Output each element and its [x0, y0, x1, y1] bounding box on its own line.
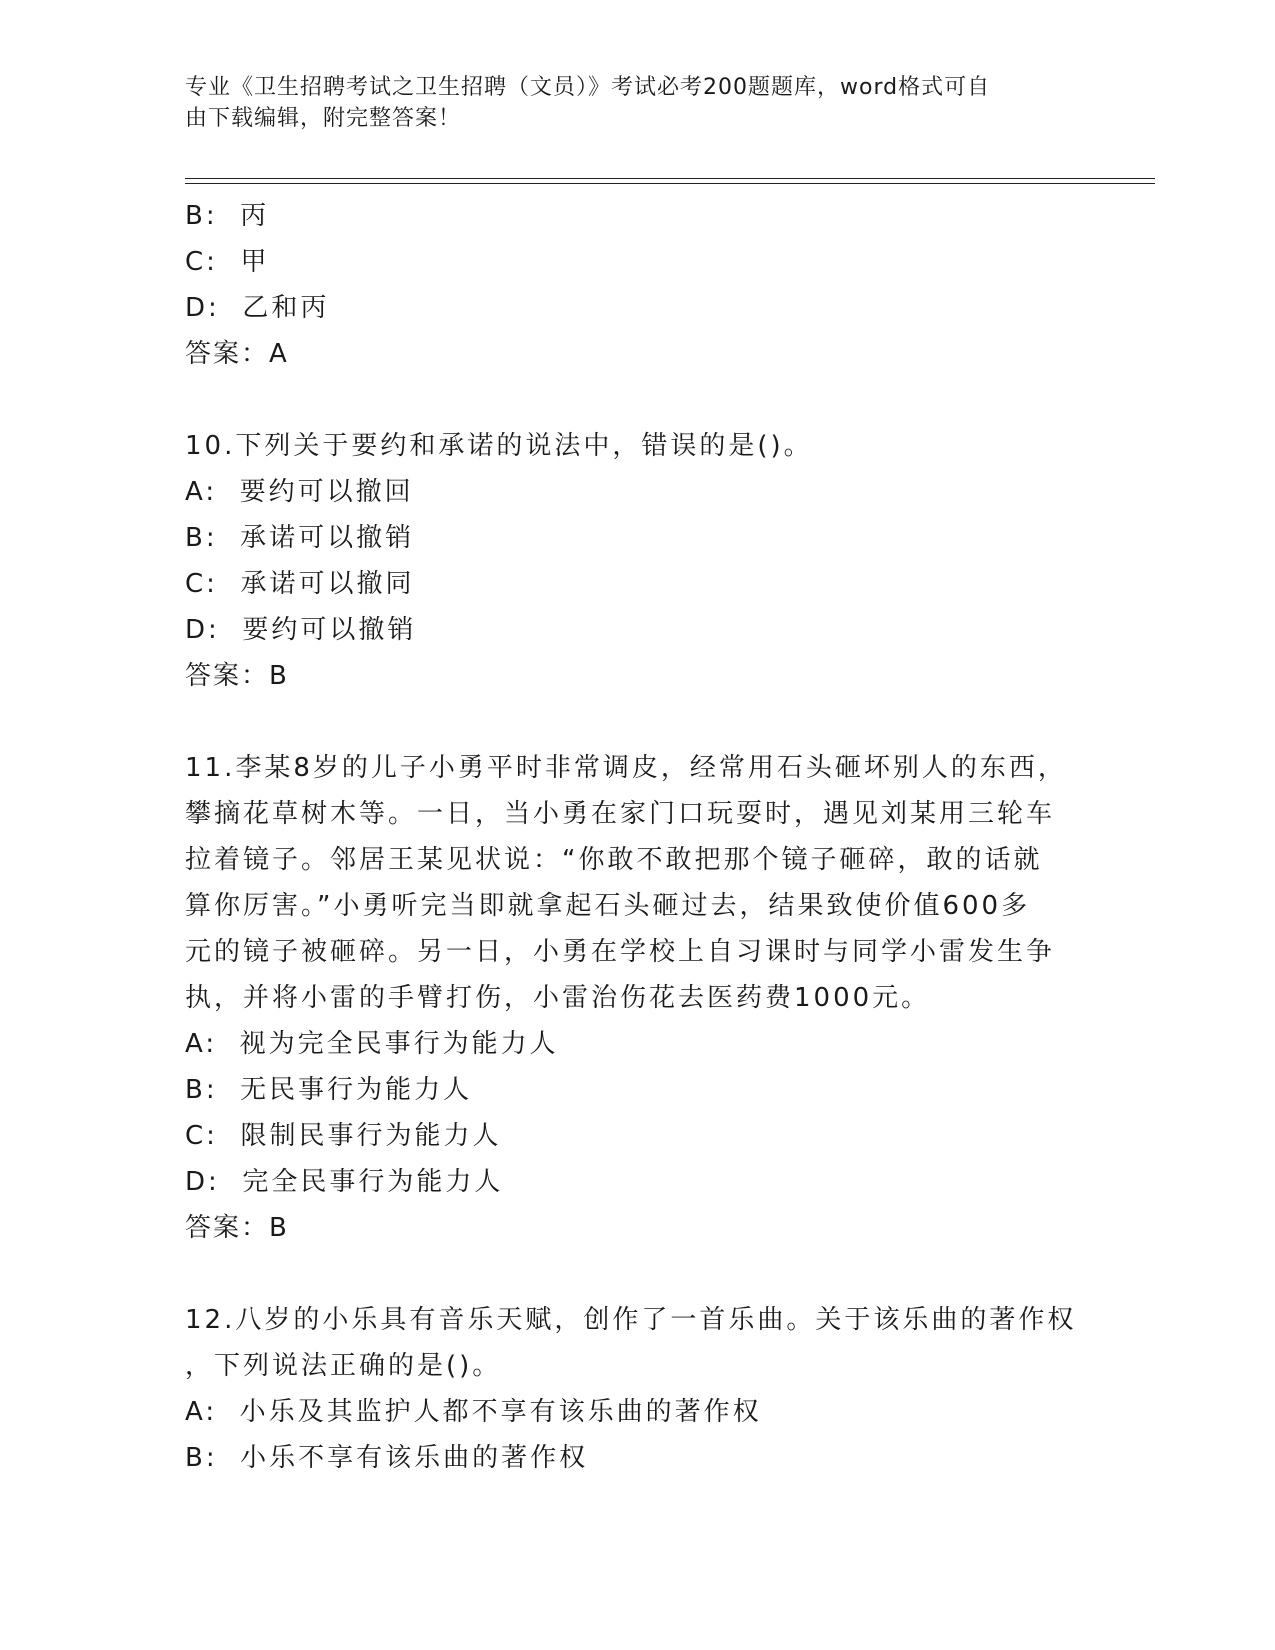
document-header	[185, 72, 1085, 134]
option-c: C: 承诺可以撤同	[185, 569, 415, 599]
question-text-line: 11.李某8岁的儿子小勇平时非常调皮，经常用石头砸坏别人的东西，	[185, 753, 1067, 783]
question-continued	[185, 193, 1065, 377]
question-12	[185, 1297, 1077, 1481]
option-d: D: 乙和丙	[185, 293, 330, 323]
question-text-line: 12.八岁的小乐具有音乐天赋，创作了一首乐曲。关于该乐曲的著作权	[185, 1305, 1077, 1335]
option-d: D: 要约可以撤销	[185, 615, 417, 645]
question-list	[185, 193, 1077, 1481]
question-11	[185, 745, 1065, 1251]
question-text: 10.下列关于要约和承诺的说法中，错误的是()。	[185, 431, 813, 461]
header-divider-bottom	[185, 183, 1155, 184]
option-c: C: 甲	[185, 247, 270, 277]
option-c: C: 限制民事行为能力人	[185, 1121, 502, 1151]
answer: 答案：A	[185, 339, 289, 369]
header-line-1: 专业《卫生招聘考试之卫生招聘（文员）》考试必考200题题库，word格式可自	[185, 75, 991, 100]
header-divider-top	[185, 178, 1155, 179]
option-b: B: 无民事行为能力人	[185, 1075, 473, 1105]
option-b: B: 承诺可以撤销	[185, 523, 415, 553]
option-a: A: 小乐及其监护人都不享有该乐曲的著作权	[185, 1397, 762, 1427]
question-text-line: 拉着镜子。邻居王某见状说：“你敢不敢把那个镜子砸碎，敢的话就	[185, 845, 1043, 875]
question-text-line: 执，并将小雷的手臂打伤，小雷治伤花去医药费1000元。	[185, 983, 931, 1013]
question-text-line: 算你厉害。”小勇听完当即就拿起石头砸过去，结果致使价值600多	[185, 891, 1031, 921]
question-text-line: 元的镜子被砸碎。另一日，小勇在学校上自习课时与同学小雷发生争	[185, 937, 1056, 967]
header-line-2: 由下载编辑，附完整答案！	[185, 106, 462, 131]
option-a: A: 视为完全民事行为能力人	[185, 1029, 559, 1059]
question-text-line: 攀摘花草树木等。一日，当小勇在家门口玩耍时，遇见刘某用三轮车	[185, 799, 1056, 829]
question-text-line: ，下列说法正确的是()。	[185, 1351, 502, 1381]
option-b: B: 小乐不享有该乐曲的著作权	[185, 1443, 589, 1473]
option-a: A: 要约可以撤回	[185, 477, 414, 507]
answer: 答案：B	[185, 661, 289, 691]
option-d: D: 完全民事行为能力人	[185, 1167, 504, 1197]
question-10	[185, 423, 1065, 699]
answer: 答案：B	[185, 1213, 289, 1243]
option-b: B: 丙	[185, 201, 270, 231]
